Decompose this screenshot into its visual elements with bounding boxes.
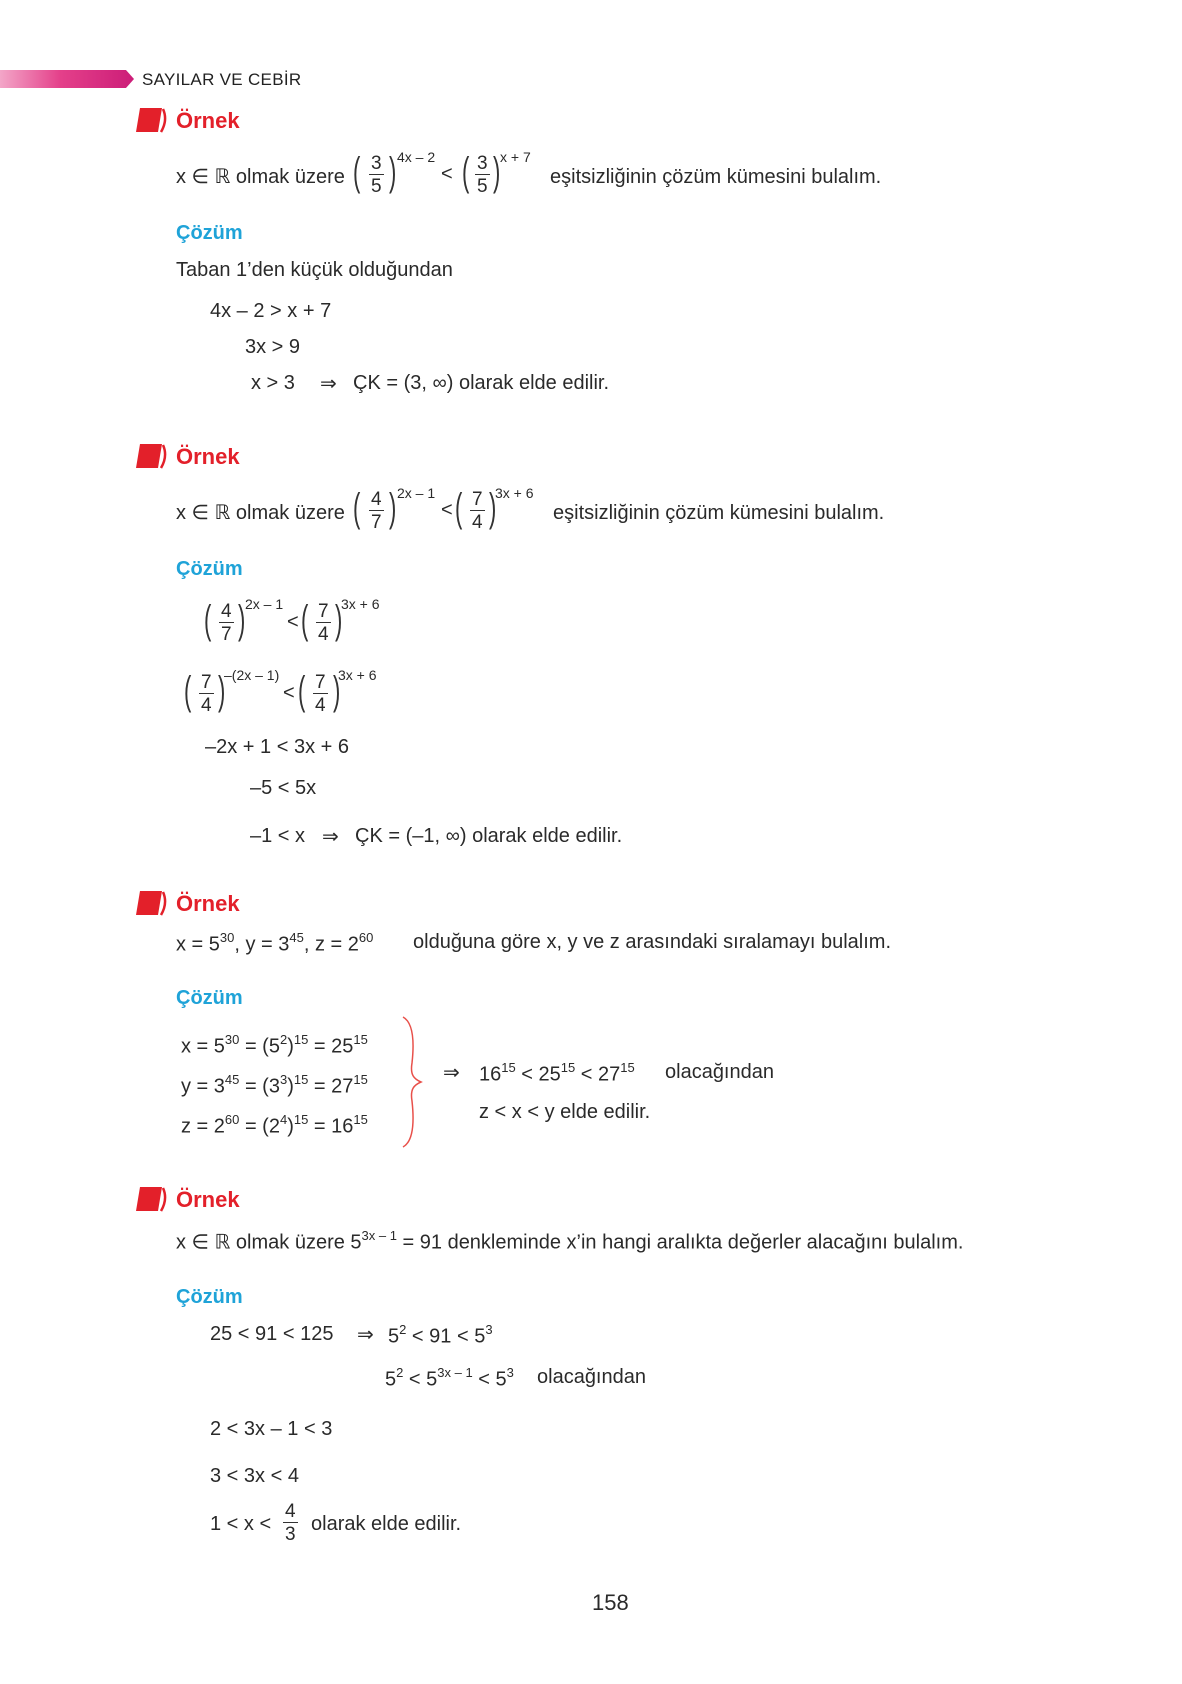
exponent: 3x – 1	[361, 1228, 397, 1243]
example-marker-icon	[134, 442, 168, 470]
fraction	[283, 1502, 298, 1544]
example-title: Örnek	[176, 444, 240, 469]
fraction-denominator: 4	[472, 512, 483, 533]
exponent: 2	[396, 1365, 404, 1380]
solution-title: Çözüm	[176, 222, 243, 244]
equation-row	[181, 1034, 368, 1057]
fraction-numerator: 7	[318, 601, 329, 622]
question-text: x ∈ ℝ olmak üzere 5	[176, 1231, 362, 1254]
fraction-numerator: 7	[201, 672, 212, 693]
solution-line	[385, 1367, 514, 1390]
solution-line: –2x + 1 < 3x + 6	[205, 736, 349, 758]
fraction-denominator: 7	[221, 624, 232, 645]
exponent: 3x + 6	[495, 485, 534, 501]
solution-result: ÇK = (3, ∞) olarak elde edilir.	[353, 372, 610, 394]
less-than-sign: <	[441, 499, 453, 521]
exponent: 15	[560, 1060, 576, 1075]
fraction	[219, 602, 234, 644]
row-text: )	[287, 1115, 294, 1138]
exponent: 3x + 6	[341, 596, 380, 612]
fraction-numerator: 3	[371, 153, 382, 174]
page-number: 158	[592, 1590, 629, 1615]
row-text: )	[287, 1075, 294, 1098]
exponent: 45	[289, 930, 304, 945]
implies-arrow-icon: ⇒	[320, 371, 337, 395]
solution-title: Çözüm	[176, 987, 243, 1009]
exponent: 30	[219, 930, 235, 945]
fraction	[316, 602, 331, 644]
solution-line: 3x > 9	[245, 336, 301, 358]
question-text: olduğuna göre x, y ve z arasındaki sıralamayı bulalım.	[413, 931, 892, 953]
order-text: 16	[479, 1063, 502, 1086]
solution-line: Taban 1’den küçük olduğundan	[176, 259, 453, 281]
exponent: 15	[293, 1112, 309, 1127]
exponent: x + 7	[500, 149, 531, 165]
line-text: < 5	[472, 1368, 507, 1391]
row-text: z = 2	[181, 1115, 225, 1138]
paren-close: )	[237, 598, 246, 642]
exponent: 15	[293, 1032, 309, 1047]
example-title: Örnek	[176, 108, 240, 133]
row-text: x = 5	[181, 1035, 225, 1058]
question-text: = 91 denkleminde x’in hangi aralıkta değerler alacağını bulalım.	[396, 1231, 964, 1254]
fraction-denominator: 4	[315, 695, 326, 716]
line-text: 5	[385, 1368, 397, 1391]
fraction-numerator: 3	[477, 153, 488, 174]
question-prefix: x ∈ ℝ olmak üzere	[176, 502, 345, 524]
fraction	[470, 490, 485, 532]
question-line	[176, 1230, 963, 1253]
exponent: –(2x – 1)	[224, 667, 280, 683]
exponent: 45	[224, 1072, 240, 1087]
example-title: Örnek	[176, 891, 240, 916]
exponent: 4x – 2	[397, 149, 436, 165]
fraction-denominator: 4	[201, 695, 212, 716]
question-suffix: eşitsizliğinin çözüm kümesini bulalım.	[550, 166, 882, 188]
fraction-denominator: 5	[477, 176, 488, 197]
paren-close: )	[217, 669, 226, 713]
example-marker-icon	[134, 106, 168, 134]
paren-open: (	[352, 486, 361, 530]
fraction-denominator: 5	[371, 176, 382, 197]
solution-line: 25 < 91 < 125	[210, 1323, 334, 1345]
solution-line: x > 3	[251, 372, 295, 394]
exponent: 2x – 1	[245, 596, 284, 612]
exponent: 3x + 6	[338, 667, 377, 683]
solution-result: ÇK = (–1, ∞) olarak elde edilir.	[355, 825, 623, 847]
exponent: 15	[501, 1060, 516, 1075]
solution-line: 2 < 3x – 1 < 3	[210, 1418, 333, 1440]
solution-line: 4x – 2 > x + 7	[210, 300, 332, 322]
order-statement	[479, 1062, 635, 1085]
row-text: y = 3	[181, 1075, 225, 1098]
implies-arrow-icon: ⇒	[357, 1322, 374, 1346]
solution-line: 3 < 3x < 4	[210, 1465, 299, 1487]
exponent: 2x – 1	[397, 485, 436, 501]
exponent: 60	[358, 930, 374, 945]
exponent: 60	[224, 1112, 240, 1127]
exponent: 3	[279, 1072, 288, 1087]
paren-close: )	[492, 150, 501, 194]
equation-row	[181, 1074, 368, 1097]
paren-close: )	[334, 598, 343, 642]
fraction-numerator: 4	[221, 601, 232, 622]
exponent: 3x – 1	[437, 1365, 473, 1380]
fraction-denominator: 4	[318, 624, 329, 645]
fraction-denominator: 3	[285, 1524, 296, 1545]
fraction-numerator: 7	[472, 489, 483, 510]
fraction-denominator: 7	[371, 512, 382, 533]
row-text: = (3	[239, 1075, 280, 1098]
solution-result: z < x < y elde edilir.	[479, 1101, 651, 1123]
less-than-sign: <	[283, 682, 295, 704]
header-accent-bar	[0, 70, 134, 88]
row-text: = 16	[308, 1115, 354, 1138]
fraction-numerator: 4	[371, 489, 382, 510]
equation-row	[181, 1114, 368, 1137]
solution-line: –5 < 5x	[250, 777, 317, 799]
exponent: 3	[506, 1365, 514, 1380]
paren-open: (	[183, 669, 192, 713]
implies-arrow-icon: ⇒	[443, 1060, 460, 1084]
paren-open: (	[352, 150, 361, 194]
question-line	[176, 932, 373, 955]
implies-arrow-icon: ⇒	[322, 824, 339, 848]
paren-open: (	[297, 669, 306, 713]
solution-line: 1 < x <	[210, 1513, 272, 1535]
order-text: < 25	[515, 1063, 561, 1086]
fraction	[369, 490, 384, 532]
less-than-sign: <	[287, 611, 299, 633]
fraction	[475, 154, 490, 196]
paren-close: )	[388, 486, 397, 530]
fraction	[199, 673, 214, 715]
paren-close: )	[388, 150, 397, 194]
order-tail: olacağından	[665, 1061, 774, 1083]
question-prefix: x ∈ ℝ olmak üzere	[176, 166, 345, 188]
exponent: 2	[399, 1322, 407, 1337]
row-text: = 27	[308, 1075, 354, 1098]
right-brace-icon	[400, 1015, 424, 1149]
paren-open: (	[203, 598, 212, 642]
line-tail: olacağından	[537, 1366, 646, 1388]
line-text: < 5	[403, 1368, 438, 1391]
paren-open: (	[461, 150, 470, 194]
example-title: Örnek	[176, 1187, 240, 1212]
section-title: SAYILAR VE CEBİR	[142, 70, 302, 89]
exponent: 15	[353, 1072, 368, 1087]
x-definition: x = 5	[176, 933, 220, 956]
exponent: 3	[485, 1322, 493, 1337]
fraction-numerator: 7	[315, 672, 326, 693]
less-than-sign: <	[441, 163, 453, 185]
question-suffix: eşitsizliğinin çözüm kümesini bulalım.	[553, 502, 885, 524]
paren-open: (	[454, 486, 463, 530]
fraction	[313, 673, 328, 715]
solution-result: olarak elde edilir.	[311, 1513, 462, 1535]
solution-title: Çözüm	[176, 1286, 243, 1308]
paren-close: )	[332, 669, 341, 713]
line-text: 5	[388, 1325, 400, 1348]
order-text: < 27	[575, 1063, 621, 1086]
exponent: 15	[293, 1072, 309, 1087]
fraction-numerator: 4	[285, 1501, 296, 1522]
row-text: )	[287, 1035, 294, 1058]
exponent: 15	[353, 1032, 368, 1047]
fraction	[369, 154, 384, 196]
row-text: = 25	[308, 1035, 354, 1058]
exponent: 15	[353, 1112, 368, 1127]
exponent: 4	[279, 1112, 288, 1127]
example-marker-icon	[134, 889, 168, 917]
exponent: 15	[620, 1060, 635, 1075]
paren-open: (	[300, 598, 309, 642]
row-text: = (2	[239, 1115, 280, 1138]
paren-close: )	[488, 486, 497, 530]
row-text: = (5	[239, 1035, 280, 1058]
z-definition: , z = 2	[303, 933, 359, 956]
solution-line: –1 < x	[250, 825, 306, 847]
solution-title: Çözüm	[176, 558, 243, 580]
exponent: 30	[224, 1032, 240, 1047]
y-definition: , y = 3	[234, 933, 290, 956]
exponent: 2	[279, 1032, 288, 1047]
example-marker-icon	[134, 1185, 168, 1213]
line-text: < 91 < 5	[406, 1325, 486, 1348]
solution-line	[388, 1324, 493, 1347]
